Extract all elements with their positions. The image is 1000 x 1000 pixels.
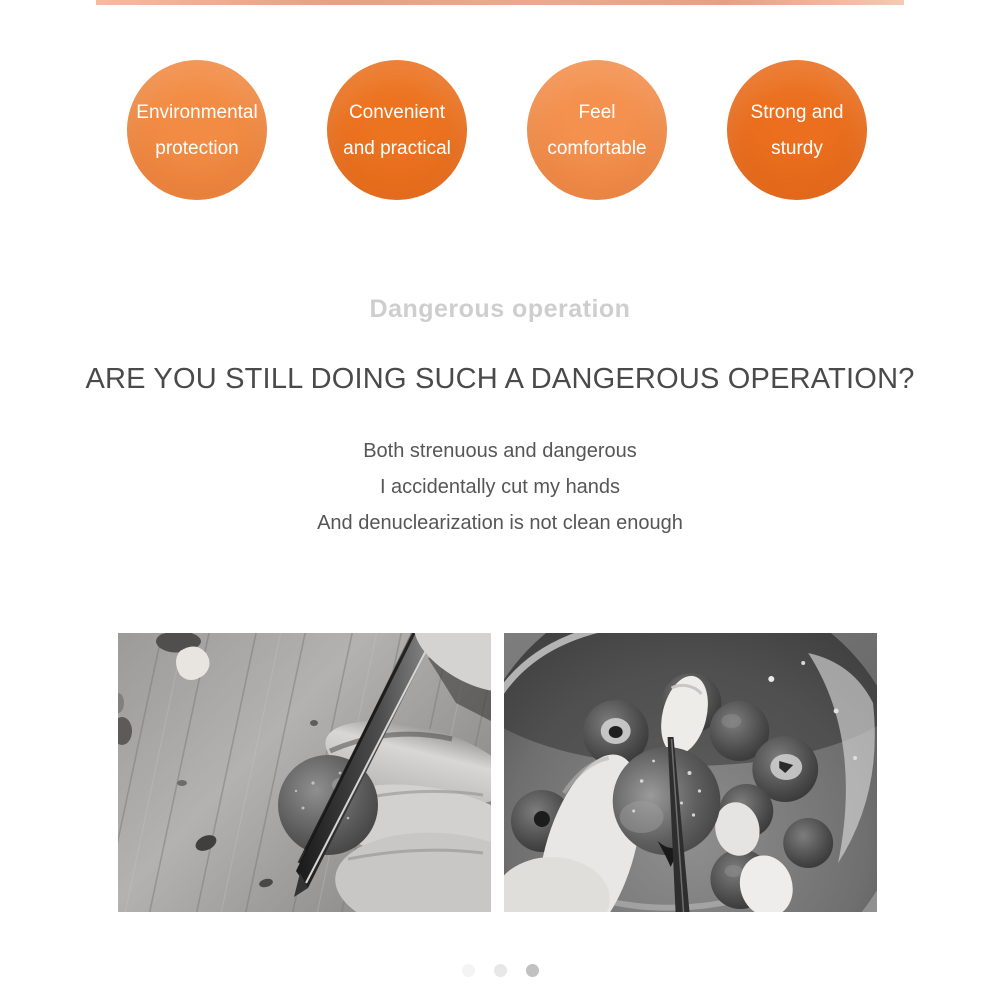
caption-line: I accidentally cut my hands [379,476,621,498]
section-subtitle: Dangerous operation [369,295,631,323]
feature-circle-convenient [327,60,467,200]
carousel-dot-2[interactable] [494,964,507,977]
cutting-fruit-with-knife-photo [118,633,491,912]
feature-circle-line: and practical [343,137,451,159]
feature-circle-line: Strong and [750,101,844,123]
carousel-dots [0,964,1000,977]
feature-circle-line: Convenient [348,101,446,123]
feature-circle-environmental [127,60,267,200]
caption-line: And denuclearization is not clean enough [317,512,683,534]
feature-circle-comfortable [527,60,667,200]
caption-line: Both strenuous and dangerous [363,440,637,462]
feature-circle-line: Environmental [136,101,258,123]
section-caption-lines [0,433,1000,541]
feature-circle-line: protection [155,137,239,159]
feature-circle-line: comfortable [547,137,647,159]
section-title: ARE YOU STILL DOING SUCH A DANGEROUS OPERATION? [85,363,915,395]
carousel-dot-3[interactable] [526,964,539,977]
metal-bowl-photo-graphic [504,633,877,912]
feature-circle-line: sturdy [771,137,823,159]
feature-circle-line: Feel [578,101,616,123]
photo-row [118,633,877,912]
feature-circle-sturdy [727,60,867,200]
cutting-board-photo-graphic [118,633,491,912]
carousel-dot-1[interactable] [462,964,475,977]
fruits-in-metal-bowl-photo [504,633,877,912]
top-banner-edge [96,0,904,5]
